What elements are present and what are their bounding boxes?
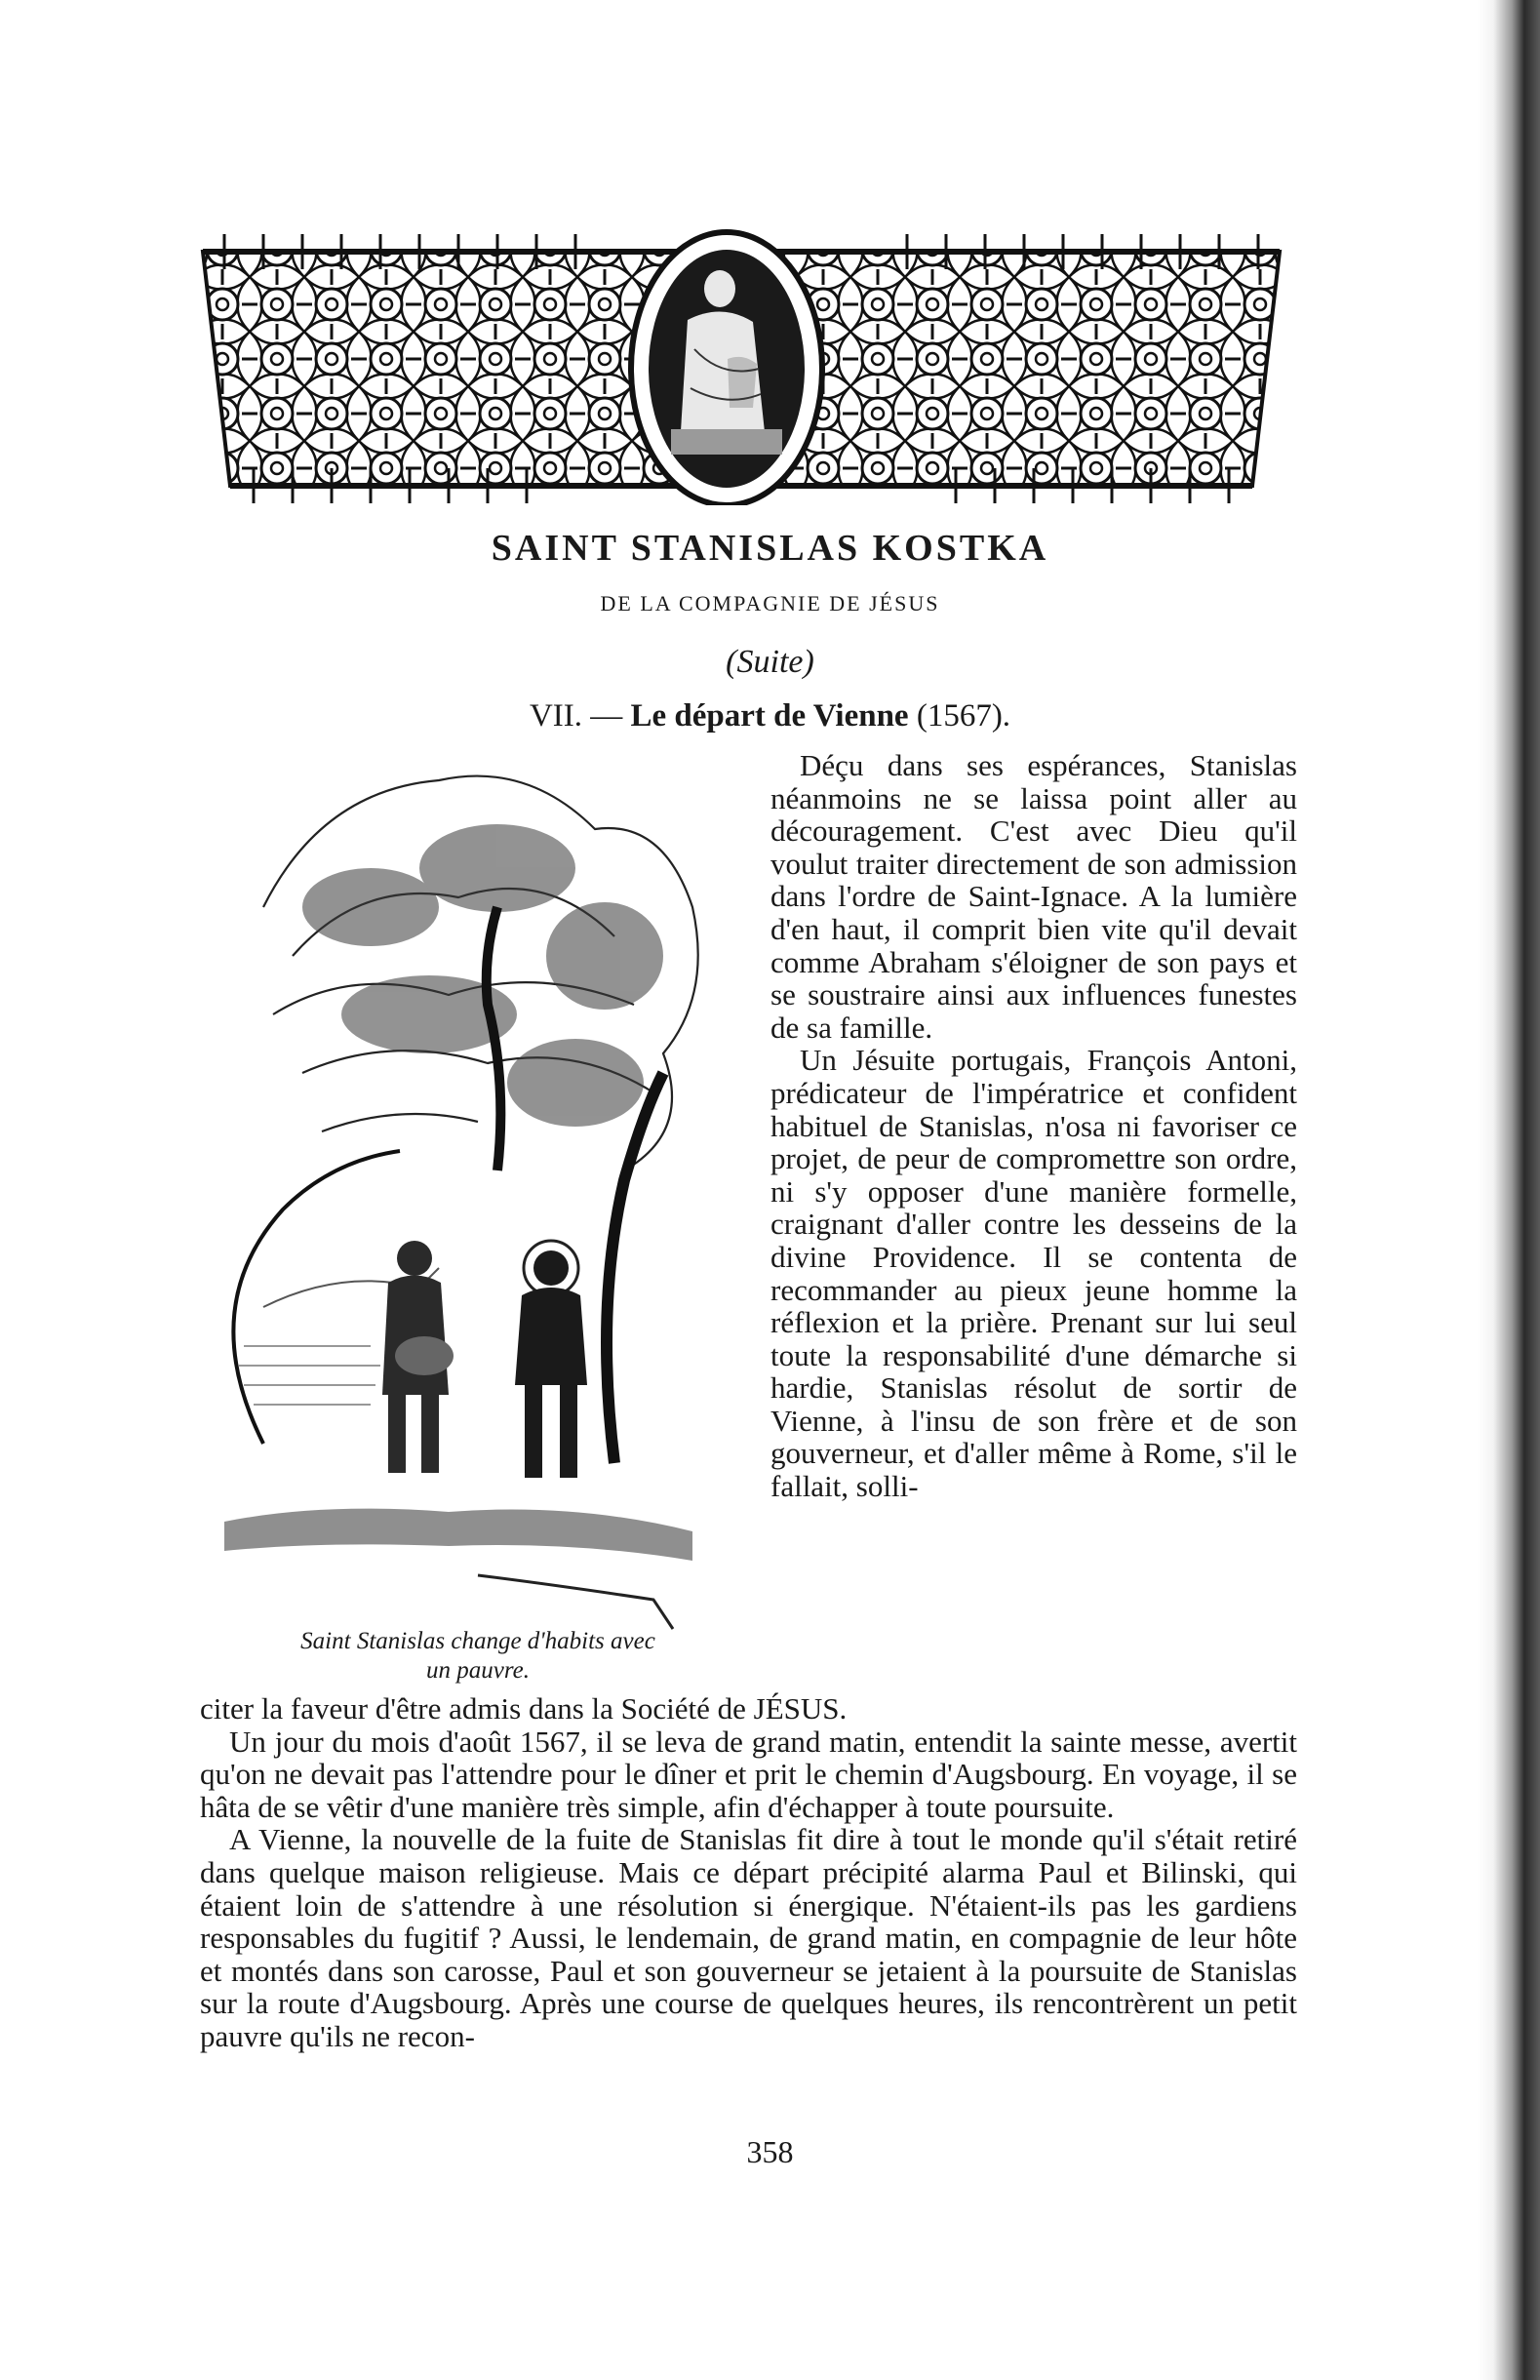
paragraph: Déçu dans ses espérances, Stanislas néanmoins ne se laissa point aller au découragement. C'est avec Dieu qu'il voulut traiter directement de son admission dans l'ordre de Saint-Ignace. A la lumière d'en haut, il comprit bien vite qu'il devait comme Abraham s'éloigner de son pays et se soustraire ainsi aux influences funestes de sa famille. [770,748,1297,1045]
chapter-title: Le départ de Vienne [630,698,909,734]
paragraph: Un jour du mois d'août 1567, il se leva de grand matin, entendit la sainte messe, avertit qu'on ne devait pas l'attendre pour le dîner et prit le chemin d'Augsbourg. En voyage, il se hâta de se vêtir d'une manière très simple, afin d'échapper à toute poursuite. [200,1724,1297,1824]
chapter-year: (1567). [916,698,1011,734]
column-text [770,749,1297,1503]
caption-line: un pauvre. [426,1657,530,1684]
suite-label: (Suite) [726,644,814,680]
engraving-illustration [205,761,751,1634]
paragraph: A Vienne, la nouvelle de la fuite de Stanislas fit dire à tout le monde qu'il s'était retiré dans quelque maison religieuse. Mais ce départ précipité alarma Paul et Bilinski, qui étaient loin de s'attendre à une résolution si énergique. N'étaient-ils pas les gardiens responsables du fugitif ? Aussi, le lendemain, de grand matin, en compagnie de leur hôte et montés dans son carosse, Paul et son gouverneur se jetaient à la poursuite de Stanislas sur la route d'Augsbourg. Après une course de quelques heures, ils rencontrèrent un petit pauvre qu'ils ne recon- [200,1822,1297,2053]
ornamental-headband [195,222,1287,505]
page-number: 358 [746,2134,794,2169]
paragraph: Un Jésuite portugais, François Antoni, prédicateur de l'impératrice et confident habituel de Stanislas, n'osa ni favoriser ce projet, de peur de compromettre son ordre, ni s'y opposer d'une manière formelle, craignant d'aller contre les desseins de la divine Providence. Il se contenta de recommander au pieux jeune homme la réflexion et la prière. Prenant sur lui seul toute la responsabilité d'une démarche si hardie, Stanislas résolut de sortir de Vienne, à l'insu de son frère et de son gouverneur, et d'aller même à Rome, s'il le fallait, solli- [770,1043,1297,1504]
book-binding-edge [1478,0,1540,2380]
chapter-heading [0,698,1540,734]
page-subtitle: DE LA COMPAGNIE DE JÉSUS [600,591,940,615]
paragraph: citer la faveur d'être admis dans la Société de JÉSUS. [200,1691,848,1726]
caption-line: Saint Stanislas change d'habits avec [300,1628,655,1654]
illustration-caption [210,1627,746,1686]
page-title: SAINT STANISLAS KOSTKA [491,528,1049,569]
full-width-text [200,1692,1297,2053]
chapter-number: VII. — [529,698,623,734]
